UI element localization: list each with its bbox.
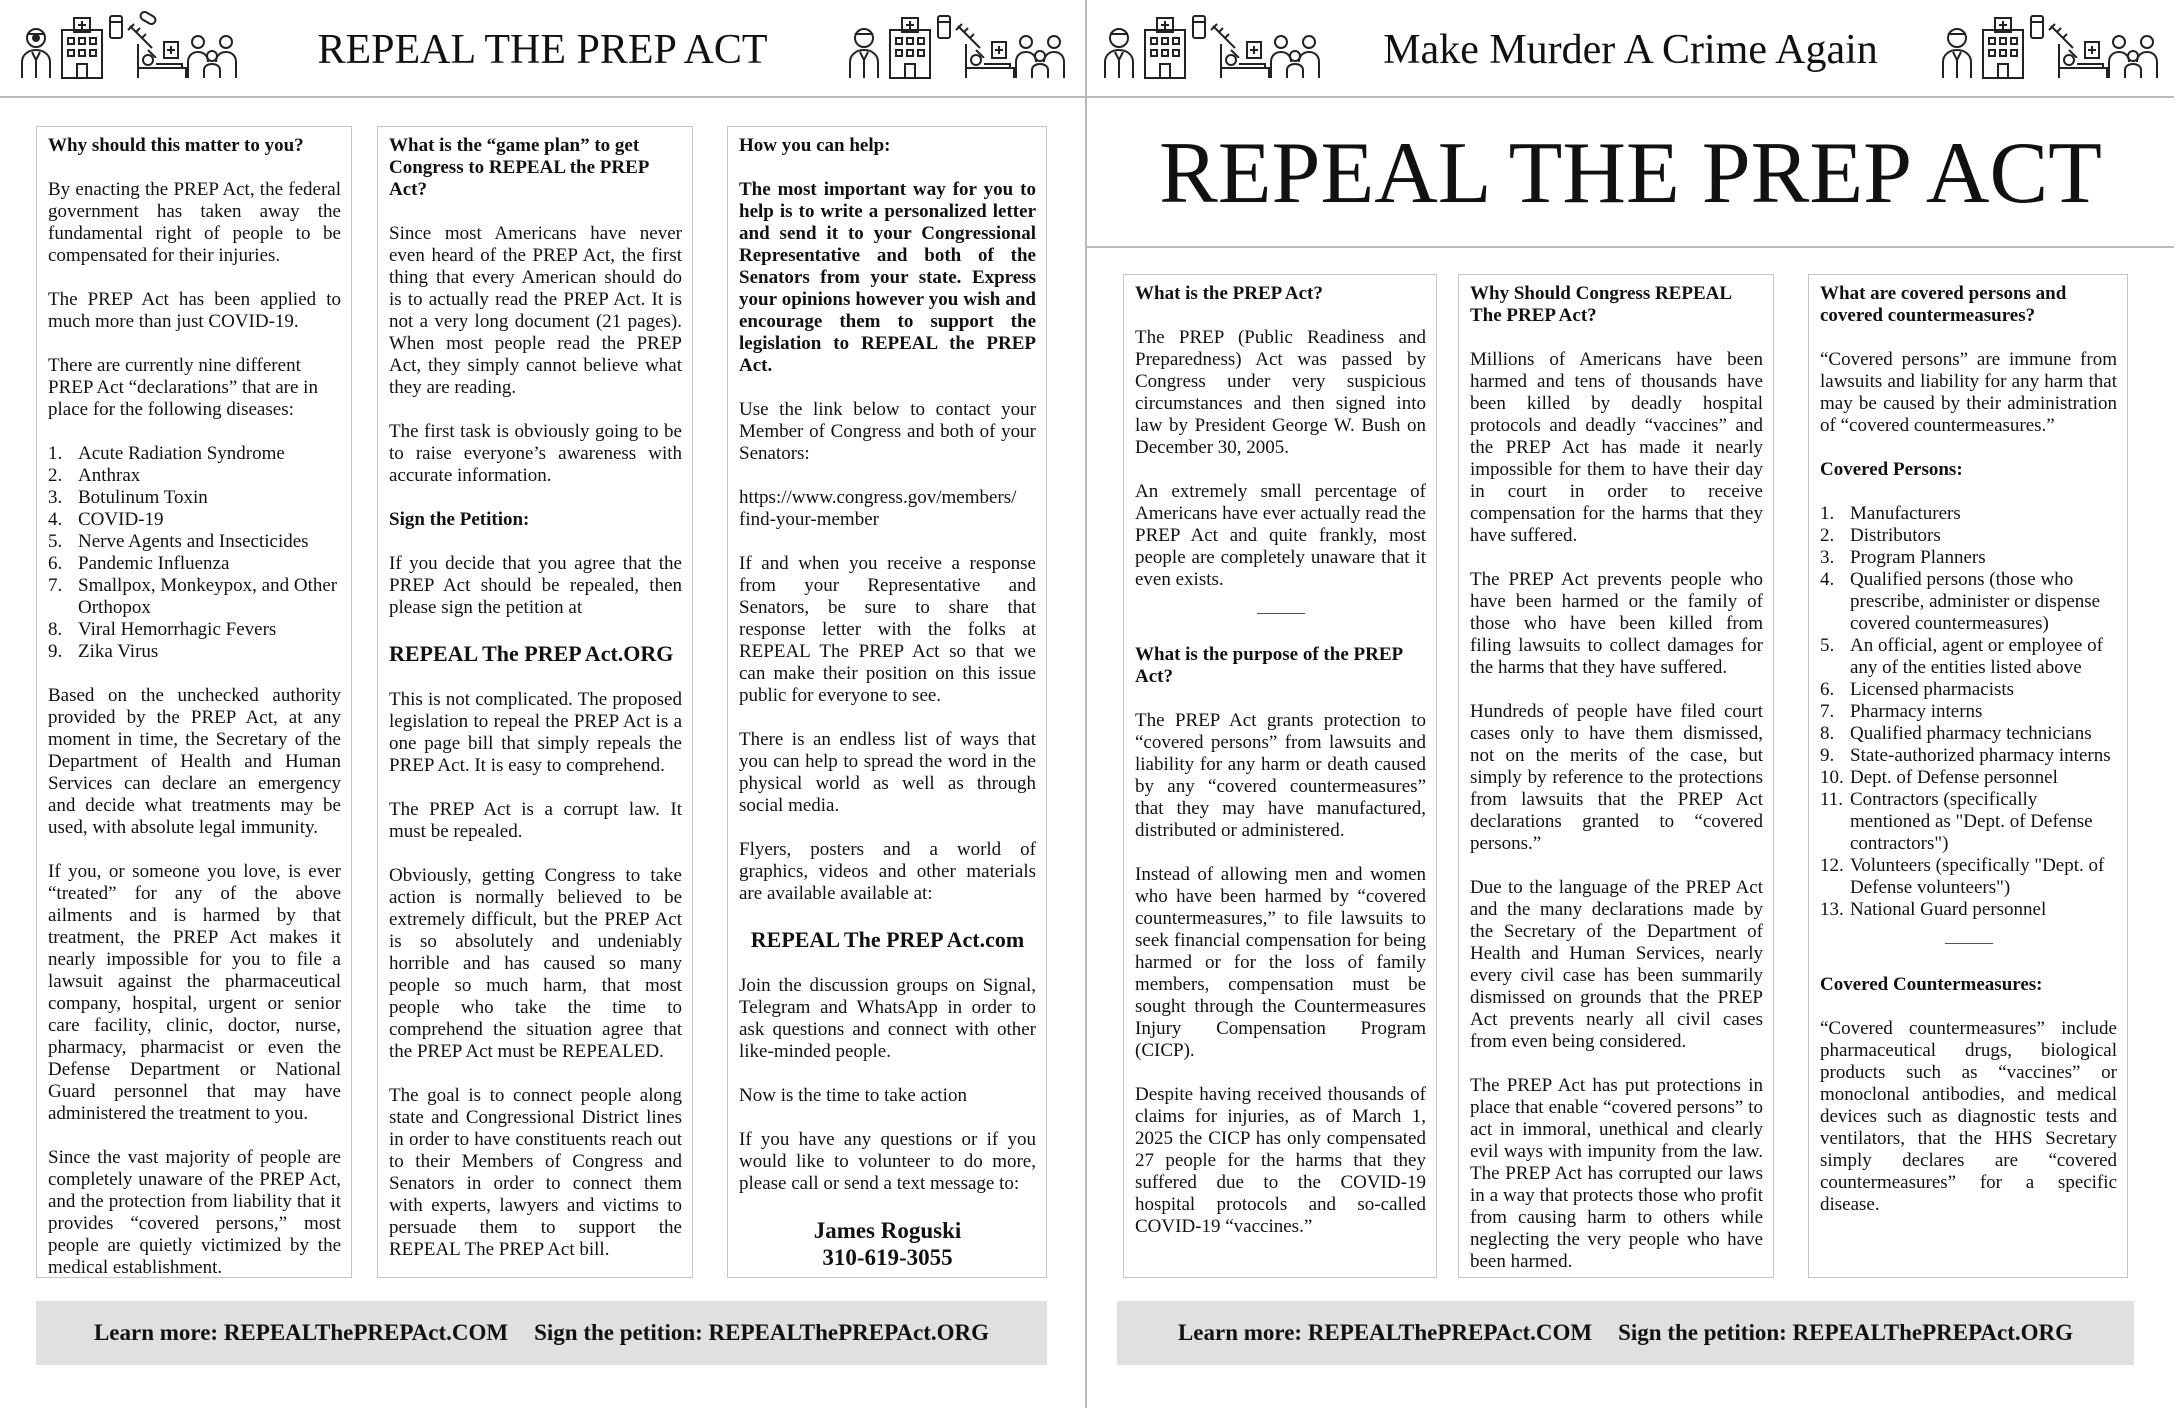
paragraph: Since the vast majority of people are completely unaware of the PREP Act, and the protection from liability that it provides “covered persons,” most people are quietly victimized by the medical establishment. (48, 1147, 341, 1278)
contact-name: James Roguski (813, 1218, 962, 1243)
list-item: 8. Qualified pharmacy technicians (1820, 723, 2092, 744)
sign-petition-heading: Sign the Petition: (389, 509, 530, 530)
right-col-covered (1808, 274, 2128, 1278)
right-header-icons-right (1935, 10, 2160, 82)
big-title-band (1087, 96, 2174, 248)
list-item: 7. Smallpox, Monkeypox, and Other Orthopox (48, 575, 338, 618)
list-item: 3. Program Planners (1820, 547, 1986, 568)
left-col-how-help (727, 126, 1047, 1278)
learn-more-link[interactable]: Learn more: REPEALThePREPAct.COM (1177, 1320, 1593, 1345)
paragraph: The most important way for you to help is to write a personalized letter and send it to your Congressional Representative and both of the Senators from your state. Express your opinions however you wish and encourage them to support the legislation to REPEAL the PREP Act. (739, 179, 1036, 376)
family-icon (1014, 32, 1066, 80)
list-item: 6. Licensed pharmacists (1820, 679, 2015, 700)
left-header (0, 0, 1085, 98)
paragraph: By enacting the PREP Act, the federal government has taken away the fundamental right of people to be compensated for their injuries. (48, 179, 341, 266)
paragraph: Instead of allowing men and women who have been harmed by “covered countermeasures,” to file lawsuits to seek financial compensation for being harmed or for the loss of family members, compensation must be sought through the Countermeasures Injury Compensation Program (CICP). (1135, 864, 1426, 1061)
paragraph: “Covered countermeasures” include pharmaceutical drugs, biological products such as “vaccines” or monoclonal antibodies, and medical devices such as diagnostic tests and ventilators, that the HHS Secretary simply declares are “covered countermeasures” for a specific disease. (1820, 1018, 2117, 1215)
left-header-icons-right (842, 10, 1067, 82)
contact-phone[interactable]: 310-619-3055 (822, 1245, 953, 1270)
paragraph: This is not complicated. The proposed legislation to repeal the PREP Act is a one page bill that simply repeals the PREP Act. It is easy to comprehend. (389, 689, 682, 776)
col-heading: What is the “game plan” to get Congress to REPEAL the PREP Act? (389, 135, 649, 200)
paragraph: Join the discussion groups on Signal, Telegram and WhatsApp in order to ask questions and connect with other like-minded people. (739, 975, 1036, 1062)
doctor-icon (1935, 22, 1979, 80)
paragraph: The PREP Act has put protections in place that enable “covered persons” to act in immoral, unethical and clearly evil ways with impunity from the law. The PREP Act has corrupted our laws in a way that protects those who profit from causing harm to others while neglecting the very people who have been harmed. (1470, 1075, 1763, 1272)
right-col-what-is (1123, 274, 1437, 1278)
right-header (1087, 0, 2174, 98)
left-footer-bar (36, 1301, 1047, 1365)
paragraph: Based on the unchecked authority provided by the PREP Act, at any moment in time, the Secretary of the Department of Health and Human Services can declare an emergency and decide what treatments may be used, with absolute legal immunity. (48, 685, 341, 838)
right-page (1087, 0, 2174, 1408)
paragraph: Millions of Americans have been harmed and tens of thousands have been killed by deadly hospital protocols and deadly “vaccines” and the PREP Act has made it nearly impossible for them to have their day in court in order to receive compensation for the harms that they have suffered. (1470, 349, 1763, 546)
hospital-icon (1979, 16, 2027, 80)
sign-petition-link[interactable]: Sign the petition: REPEALThePREPAct.ORG (1618, 1320, 2074, 1345)
big-title: REPEAL THE PREP ACT (1159, 125, 2102, 222)
patient-bed-icon (2055, 40, 2111, 80)
doctor-icon (842, 22, 886, 80)
paragraph: The PREP Act is a corrupt law. It must be repealed. (389, 799, 682, 842)
paragraph: There are currently nine different PREP Act “declarations” that are in place for the following diseases: (48, 355, 318, 420)
paragraph: Flyers, posters and a world of graphics, videos and other materials are available available at: (739, 839, 1036, 904)
paragraph: If you decide that you agree that the PREP Act should be repealed, then please sign the petition at (389, 553, 682, 618)
col-heading: Why should this matter to you? (48, 135, 304, 156)
list-item: 4. COVID-19 (48, 509, 164, 530)
list-item: 13. National Guard personnel (1820, 899, 2047, 920)
col-heading: What is the purpose of the PREP Act? (1135, 644, 1403, 687)
list-item: 9. Zika Virus (48, 641, 159, 662)
right-footer-bar (1117, 1301, 2134, 1365)
paragraph: There is an endless list of ways that you can help to spread the word in the physical world as well as through social media. (739, 729, 1036, 816)
list-item: 1. Manufacturers (1820, 503, 1961, 524)
list-item: 11. Contractors (specifically mentioned as "Dept. of Defense contractors") (1820, 789, 2093, 854)
paragraph: The first task is obviously going to be to raise everyone’s awareness with accurate information. (389, 421, 682, 486)
left-header-title: REPEAL THE PREP ACT (317, 27, 768, 73)
list-item: 1. Acute Radiation Syndrome (48, 443, 285, 464)
list-item: 9. State-authorized pharmacy interns (1820, 745, 2111, 766)
paragraph: Obviously, getting Congress to take action is normally believed to be extremely difficult, but the PREP Act is so absolutely and undeniably horrible and has caused so many people so much harm, that most people who take the time to comprehend the situation agree that the PREP Act must be REPEALED. (389, 865, 682, 1062)
paragraph: Use the link below to contact your Member of Congress and both of your Senators: (739, 399, 1036, 464)
paragraph: The PREP Act grants protection to “covered persons” from lawsuits and liability for any harm or death caused by any “covered countermeasures” that they may have manufactured, distributed or administered. (1135, 710, 1426, 841)
list-item: 5. An official, agent or employee of any of the entities listed above (1820, 635, 2103, 678)
list-item: 7. Pharmacy interns (1820, 701, 1983, 722)
paragraph: Due to the language of the PREP Act and the many declarations made by the Secretary of the Department of Health and Human Services, nearly every civil case has been summarily dismissed on grounds that the PREP Act prevents nearly all civil cases from even being considered. (1470, 877, 1763, 1052)
list-item: 12. Volunteers (specifically "Dept. of Defense volunteers") (1820, 855, 2105, 898)
col-heading: How you can help: (739, 135, 891, 156)
materials-site-link[interactable]: REPEAL The PREP Act.com (750, 927, 1025, 952)
paragraph: “Covered persons” are immune from lawsuits and liability for any harm that may be caused by their administration of “covered countermeasures.” (1820, 349, 2117, 436)
paragraph: Despite having received thousands of claims for injuries, as of March 1, 2025 the CICP has only compensated 27 people for the harms that they suffered due to the COVID-19 hospital protocols and so-called COVID-19 “vaccines.” (1135, 1084, 1426, 1237)
list-item: 2. Distributors (1820, 525, 1941, 546)
list-item: 3. Botulinum Toxin (48, 487, 208, 508)
col-heading: Why Should Congress REPEAL The PREP Act? (1470, 283, 1731, 326)
col-heading: What is the PREP Act? (1135, 283, 1323, 304)
hospital-icon (886, 16, 934, 80)
petition-site-link[interactable]: REPEAL The PREP Act.ORG (389, 641, 674, 666)
divider (1945, 943, 1993, 944)
col-heading: What are covered persons and covered countermeasures? (1820, 283, 2067, 326)
paragraph: If you have any questions or if you would like to volunteer to do more, please call or send a text message to: (739, 1129, 1036, 1194)
paragraph: Hundreds of people have filed court cases only to have them dismissed, not on the merits of the case, but simply by reference to the protections from lawsuits that the PREP Act declarations granted to “covered persons.” (1470, 701, 1763, 854)
covered-countermeasures-heading: Covered Countermeasures: (1820, 974, 2043, 995)
list-item: 4. Qualified persons (those who prescribe, administer or dispense covered countermeasures) (1820, 569, 2101, 634)
left-col-why-matter (36, 126, 352, 1278)
paragraph: Since most Americans have never even heard of the PREP Act, the first thing that every American should do is to actually read the PREP Act. It is not a very long document (21 pages). When most people read the PREP Act, they simply cannot believe what they are reading. (389, 223, 682, 398)
paragraph: Now is the time to take action (739, 1085, 967, 1106)
paragraph: If you, or someone you love, is ever “treated” for any of the above ailments and is harmed by that treatment, the PREP Act makes it nearly impossible for you to file a lawsuit against the pharmaceutical company, hospital, urgent or senior care facility, clinic, doctor, nurse, pharmacy, pharmacist or even the Defense Department or National Guard personnel that may have administered the treatment to you. (48, 861, 341, 1124)
learn-more-link[interactable]: Learn more: REPEALThePREPAct.COM (93, 1320, 509, 1345)
paragraph: If and when you receive a response from your Representative and Senators, be sure to share that response letter with the folks at REPEAL The PREP Act so that we can make their position on this issue public for everyone to see. (739, 553, 1036, 706)
divider (1257, 613, 1305, 614)
list-item: 10. Dept. of Defense personnel (1820, 767, 2058, 788)
list-item: 6. Pandemic Influenza (48, 553, 230, 574)
list-item: 8. Viral Hemorrhagic Fevers (48, 619, 277, 640)
list-item: 2. Anthrax (48, 465, 141, 486)
right-col-why-repeal (1458, 274, 1774, 1278)
paragraph: An extremely small percentage of Americans have ever actually read the PREP Act and quite frankly, most people are completely unaware that it even exists. (1135, 481, 1426, 590)
left-col-game-plan (377, 126, 693, 1278)
covered-persons-list (1820, 503, 2117, 921)
covered-persons-heading: Covered Persons: (1820, 459, 1963, 480)
paragraph: The goal is to connect people along state and Congressional District lines in order to have constituents reach out to their Members of Congress and Senators in order to connect them with experts, lawyers and victims to persuade them to support the REPEAL The PREP Act bill. (389, 1085, 682, 1260)
congress-link[interactable]: https://www.congress.gov/members/ find-your-member (739, 487, 1017, 530)
family-icon (2107, 32, 2159, 80)
right-header-title: Make Murder A Crime Again (1383, 27, 1878, 73)
list-item: 5. Nerve Agents and Insecticides (48, 531, 309, 552)
paragraph: The PREP (Public Readiness and Preparedness) Act was passed by Congress under very suspicious circumstances and then signed into law by President George W. Bush on December 30, 2005. (1135, 327, 1426, 458)
sign-petition-link[interactable]: Sign the petition: REPEALThePREPAct.ORG (534, 1320, 990, 1345)
paragraph: The PREP Act has been applied to much more than just COVID-19. (48, 289, 341, 332)
left-page (0, 0, 1087, 1408)
patient-bed-icon (962, 40, 1018, 80)
paragraph: The PREP Act prevents people who have been harmed or the family of those who have been killed from filing lawsuits to collect damages for the harms that they have suffered. (1470, 569, 1763, 678)
disease-list (48, 443, 341, 663)
